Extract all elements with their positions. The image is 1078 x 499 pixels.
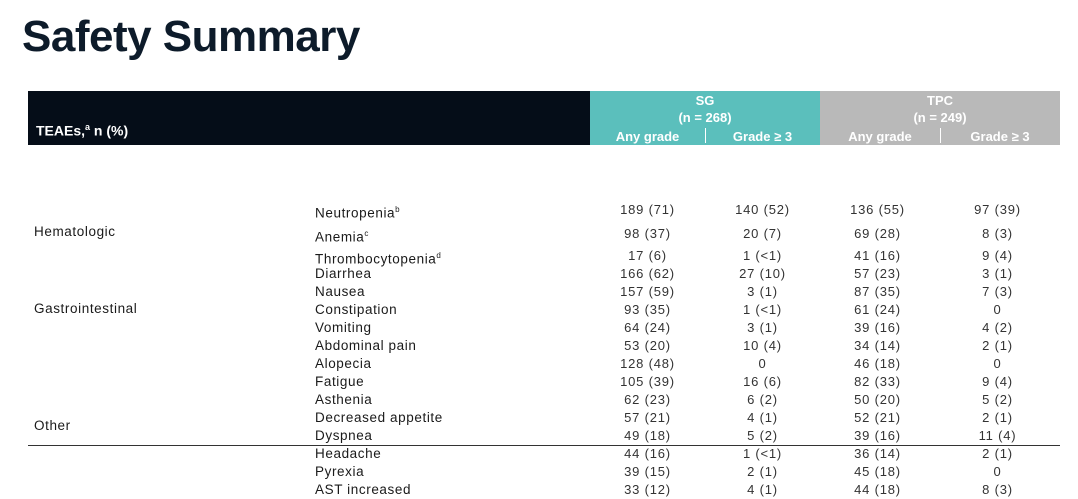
sg-grade3-cell: 4 (1) — [747, 482, 778, 497]
tpc-grade3-cell: 0 — [993, 302, 1002, 317]
event-label: Asthenia — [315, 392, 373, 407]
tpc-any-grade-cell: 57 (23) — [854, 266, 901, 281]
tpc-any-grade-cell: 36 (14) — [854, 446, 901, 461]
table-body — [28, 145, 1060, 497]
sg-any-grade-cell: 33 (12) — [624, 482, 671, 497]
event-label: Thrombocytopenia — [315, 251, 437, 267]
page-title: Safety Summary — [22, 12, 360, 61]
sg-any-grade-cell: 189 (71) — [620, 202, 675, 217]
tpc-grade3-cell: 9 (4) — [982, 248, 1013, 263]
row-label-text: TEAEs, — [36, 123, 86, 139]
event-name — [315, 355, 372, 373]
table-row — [28, 319, 1060, 337]
table-row — [28, 355, 1060, 373]
category-hematologic: Hematologic — [34, 224, 116, 239]
sg-any-grade-cell: 39 (15) — [624, 464, 671, 479]
sg-any-grade-cell: 98 (37) — [624, 226, 671, 241]
event-label: Nausea — [315, 284, 366, 299]
tpc-any-grade-cell: 69 (28) — [854, 226, 901, 241]
row-label-header — [36, 122, 128, 139]
table-row — [28, 301, 1060, 319]
tpc-any-grade-cell: 45 (18) — [854, 464, 901, 479]
sg-any-grade-cell: 57 (21) — [624, 410, 671, 425]
event-label: Neutropenia — [315, 205, 396, 221]
table-row — [28, 283, 1060, 301]
tpc-grade3-cell: 11 (4) — [978, 428, 1017, 443]
event-name — [315, 373, 364, 391]
sg-name: SG — [695, 93, 715, 108]
event-name — [315, 225, 368, 247]
sg-grade3-cell: 5 (2) — [747, 428, 778, 443]
table-row — [28, 265, 1060, 283]
sg-any-grade-cell: 17 (6) — [628, 248, 667, 263]
table-row — [28, 427, 1060, 445]
sg-any-grade-cell: 93 (35) — [624, 302, 671, 317]
tpc-grade3-cell: 9 (4) — [982, 374, 1013, 389]
sg-any-grade-cell: 166 (62) — [620, 266, 675, 281]
event-label: Alopecia — [315, 356, 372, 371]
sg-any-grade-cell: 49 (18) — [624, 428, 671, 443]
event-label: Abdominal pain — [315, 338, 417, 353]
event-footnote: b — [395, 205, 400, 214]
table-row — [28, 373, 1060, 391]
tpc-grade3-cell: 3 (1) — [982, 266, 1013, 281]
event-name — [315, 409, 443, 427]
tpc-grade3-cell: 5 (2) — [982, 392, 1013, 407]
table-row — [28, 481, 1060, 499]
sg-any-grade-cell: 105 (39) — [620, 374, 675, 389]
table-row — [28, 463, 1060, 481]
table-row — [28, 337, 1060, 355]
sg-any-grade-cell: 157 (59) — [620, 284, 675, 299]
event-name — [315, 445, 381, 463]
tpc-any-grade-cell: 50 (20) — [854, 392, 901, 407]
sg-grade3-cell: 140 (52) — [735, 202, 790, 217]
tpc-grade3-cell: 2 (1) — [982, 410, 1013, 425]
tpc-grade3-cell: 0 — [993, 356, 1002, 371]
tpc-grade3-cell: 8 (3) — [982, 482, 1013, 497]
tpc-n: (n = 249) — [913, 110, 967, 125]
tpc-group-header — [820, 91, 1060, 145]
tpc-any-grade-cell: 82 (33) — [854, 374, 901, 389]
sg-grade3-cell: 0 — [758, 356, 767, 371]
table-row — [28, 445, 1060, 463]
tpc-any-grade-cell: 136 (55) — [850, 202, 905, 217]
tpc-grade3-cell: 8 (3) — [982, 226, 1013, 241]
event-label: Anemia — [315, 229, 365, 245]
sg-grade3-cell: 1 (<1) — [742, 302, 783, 317]
event-name — [315, 283, 365, 301]
event-name — [315, 427, 372, 445]
event-label: AST increased — [315, 482, 412, 497]
sg-any-grade-cell: 44 (16) — [624, 446, 671, 461]
safety-table — [28, 91, 1060, 497]
sg-grade3-cell: 4 (1) — [747, 410, 778, 425]
table-row — [28, 225, 1060, 243]
sg-grade3-cell: 27 (10) — [739, 266, 786, 281]
tpc-name: TPC — [927, 93, 953, 108]
sg-any-grade-cell: 53 (20) — [624, 338, 671, 353]
tpc-grade3-cell: 4 (2) — [982, 320, 1013, 335]
category-other: Other — [34, 418, 71, 433]
sg-any-grade-header: Any grade — [615, 129, 680, 144]
tpc-grade3-cell: 0 — [993, 464, 1002, 479]
sg-grade3-cell: 10 (4) — [743, 338, 782, 353]
tpc-any-grade-cell: 61 (24) — [854, 302, 901, 317]
event-label: Dyspnea — [315, 428, 373, 443]
tpc-any-grade-header: Any grade — [848, 129, 912, 144]
tpc-any-grade-cell: 39 (16) — [854, 320, 901, 335]
tpc-any-grade-cell: 41 (16) — [854, 248, 901, 263]
tpc-grade3-header: Grade ≥ 3 — [970, 129, 1030, 144]
event-name — [315, 301, 397, 319]
tpc-grade3-cell: 7 (3) — [982, 284, 1013, 299]
event-name — [315, 337, 416, 355]
sg-grade3-cell: 20 (7) — [743, 226, 782, 241]
table-row — [28, 409, 1060, 427]
sg-grade3-cell: 1 (<1) — [742, 446, 783, 461]
event-footnote: d — [436, 251, 441, 260]
event-name — [315, 319, 372, 337]
table-header — [28, 91, 1060, 145]
category-gastrointestinal: Gastrointestinal — [34, 301, 138, 316]
table-row — [28, 201, 1060, 219]
tpc-any-grade-cell: 44 (18) — [854, 482, 901, 497]
sg-grade3-cell: 3 (1) — [747, 284, 778, 299]
tpc-grade3-cell: 97 (39) — [974, 202, 1021, 217]
sg-grade3-cell: 1 (<1) — [742, 248, 783, 263]
row-label-footnote: a — [85, 122, 91, 133]
tpc-any-grade-cell: 87 (35) — [854, 284, 901, 299]
table-row — [28, 247, 1060, 265]
table-row — [28, 391, 1060, 409]
event-label: Vomiting — [315, 320, 372, 335]
event-label: Diarrhea — [315, 266, 372, 281]
event-name — [315, 463, 364, 481]
event-name — [315, 391, 372, 409]
sg-grade3-header: Grade ≥ 3 — [732, 129, 793, 144]
event-name — [315, 265, 372, 283]
event-name — [315, 201, 400, 223]
sg-any-grade-cell: 128 (48) — [620, 356, 675, 371]
sg-grade3-cell: 3 (1) — [747, 320, 778, 335]
tpc-any-grade-cell: 34 (14) — [854, 338, 901, 353]
event-label: Headache — [315, 446, 382, 461]
tpc-grade3-cell: 2 (1) — [982, 446, 1013, 461]
event-label: Fatigue — [315, 374, 365, 389]
event-label: Constipation — [315, 302, 398, 317]
tpc-any-grade-cell: 39 (16) — [854, 428, 901, 443]
tpc-any-grade-cell: 52 (21) — [854, 410, 901, 425]
tpc-any-grade-cell: 46 (18) — [854, 356, 901, 371]
event-footnote: c — [364, 229, 369, 238]
row-label-unit: n (%) — [90, 123, 129, 139]
event-label: Decreased appetite — [315, 410, 443, 425]
sg-grade3-cell: 6 (2) — [747, 392, 778, 407]
sg-any-grade-cell: 62 (23) — [624, 392, 671, 407]
event-name — [315, 481, 411, 499]
tpc-grade3-cell: 2 (1) — [982, 338, 1013, 353]
sg-n: (n = 268) — [678, 110, 732, 125]
sg-grade3-cell: 2 (1) — [747, 464, 778, 479]
sg-group-header — [590, 91, 820, 145]
sg-any-grade-cell: 64 (24) — [624, 320, 671, 335]
sg-grade3-cell: 16 (6) — [743, 374, 782, 389]
event-label: Pyrexia — [315, 464, 365, 479]
